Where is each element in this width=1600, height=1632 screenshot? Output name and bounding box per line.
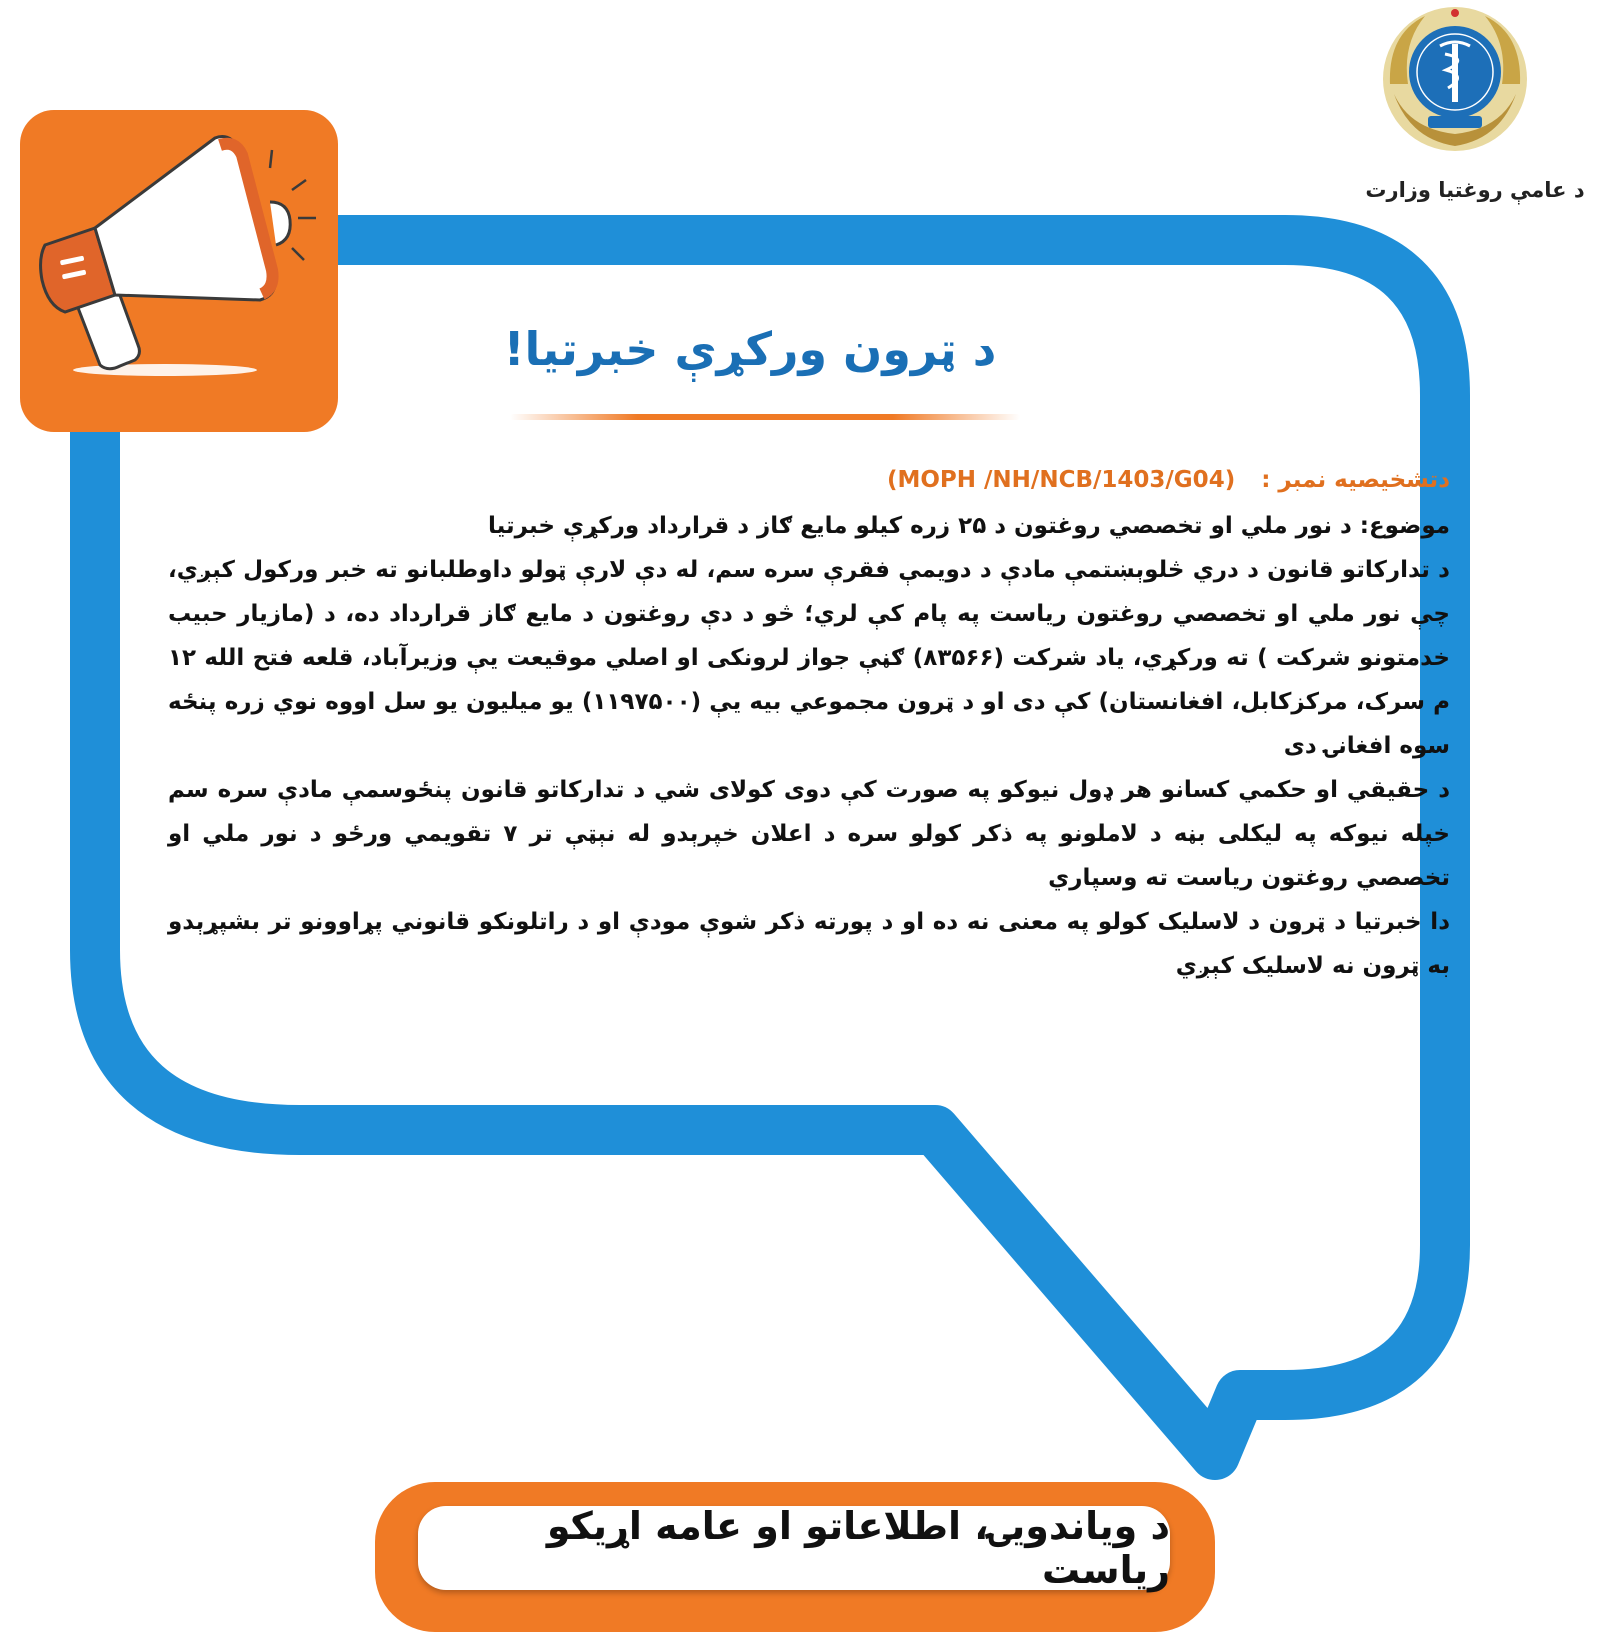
footer-label-box — [418, 1506, 1170, 1590]
announcement-badge — [20, 110, 338, 432]
ministry-logo — [1380, 4, 1530, 154]
announcement-title: د ټرون ورکړې خبرتیا! — [503, 322, 997, 376]
footer-department: د ویاندویۍ، اطلاعاتو او عامه اړیکو ریاست — [546, 1504, 1170, 1592]
megaphone-icon — [20, 110, 338, 432]
ministry-name: د عامې روغتیا وزارت — [1365, 178, 1585, 202]
reference-code: (MOPH /NH/NCB/1403/G04) — [886, 467, 1236, 493]
body-paragraph: د تدارکاتو قانون د دري څلوېښتمې مادې د دویمې فقرې سره سم، له دې لارې ټولو داوطلبانو ته خبر ورکول کېږي، چې نور ملي او تخصصي روغتون ریاست په پام کې لري؛ څو د دې روغتون د مایع ګاز قرارداد ده، د (مازیار حبیب خدمتونو شرکت ) ته ورکړي، یاد شرکت (۸۳۵۶۶) ګڼې جواز لرونکی او اصلي موقیعت یې وزیرآباد، قلعه فتح الله ۱۲ م سرک، مرکزکابل، افغانستان) کې دی او د ټرون مجموعي بیه یې (۱۱۹۷۵۰۰) یو میلیون یو سل اووه نوي زره پنځه سوه افغانۍ دی — [168, 557, 1450, 759]
reference-label: دتشخیصیه نمبر : — [1261, 467, 1450, 493]
announcement-body — [168, 458, 1450, 988]
ministry-seal-icon — [1380, 4, 1530, 154]
subject-paragraph: موضوع: د نور ملي او تخصصي روغتون د ۲۵ زره کیلو مایع ګاز د قرارداد ورکړې خبرتیا — [487, 513, 1450, 539]
body-paragraph: دا خبرتیا د ټرون د لاسلیک کولو په معنی نه ده او د پورته ذکر شوې مودې او د راتلونکو قانوني پړاوونو تر بشپړېدو به ټرون نه لاسلیک کېږي — [168, 909, 1450, 979]
body-paragraph: د حقیقي او حکمي کسانو هر ډول نیوکو په صورت کې دوی کولای شي د تدارکاتو قانون پنځوسمې مادې سره سم خپله نیوکه په لیکلی بڼه د لاملونو په ذکر کولو سره د اعلان خپرېدو له نېټې تر ۷ تقویمي ورځو د نور ملي او تخصصي روغتون ریاست ته وسپاري — [168, 777, 1450, 891]
title-underline — [510, 414, 1020, 420]
reference-line — [168, 458, 1450, 502]
